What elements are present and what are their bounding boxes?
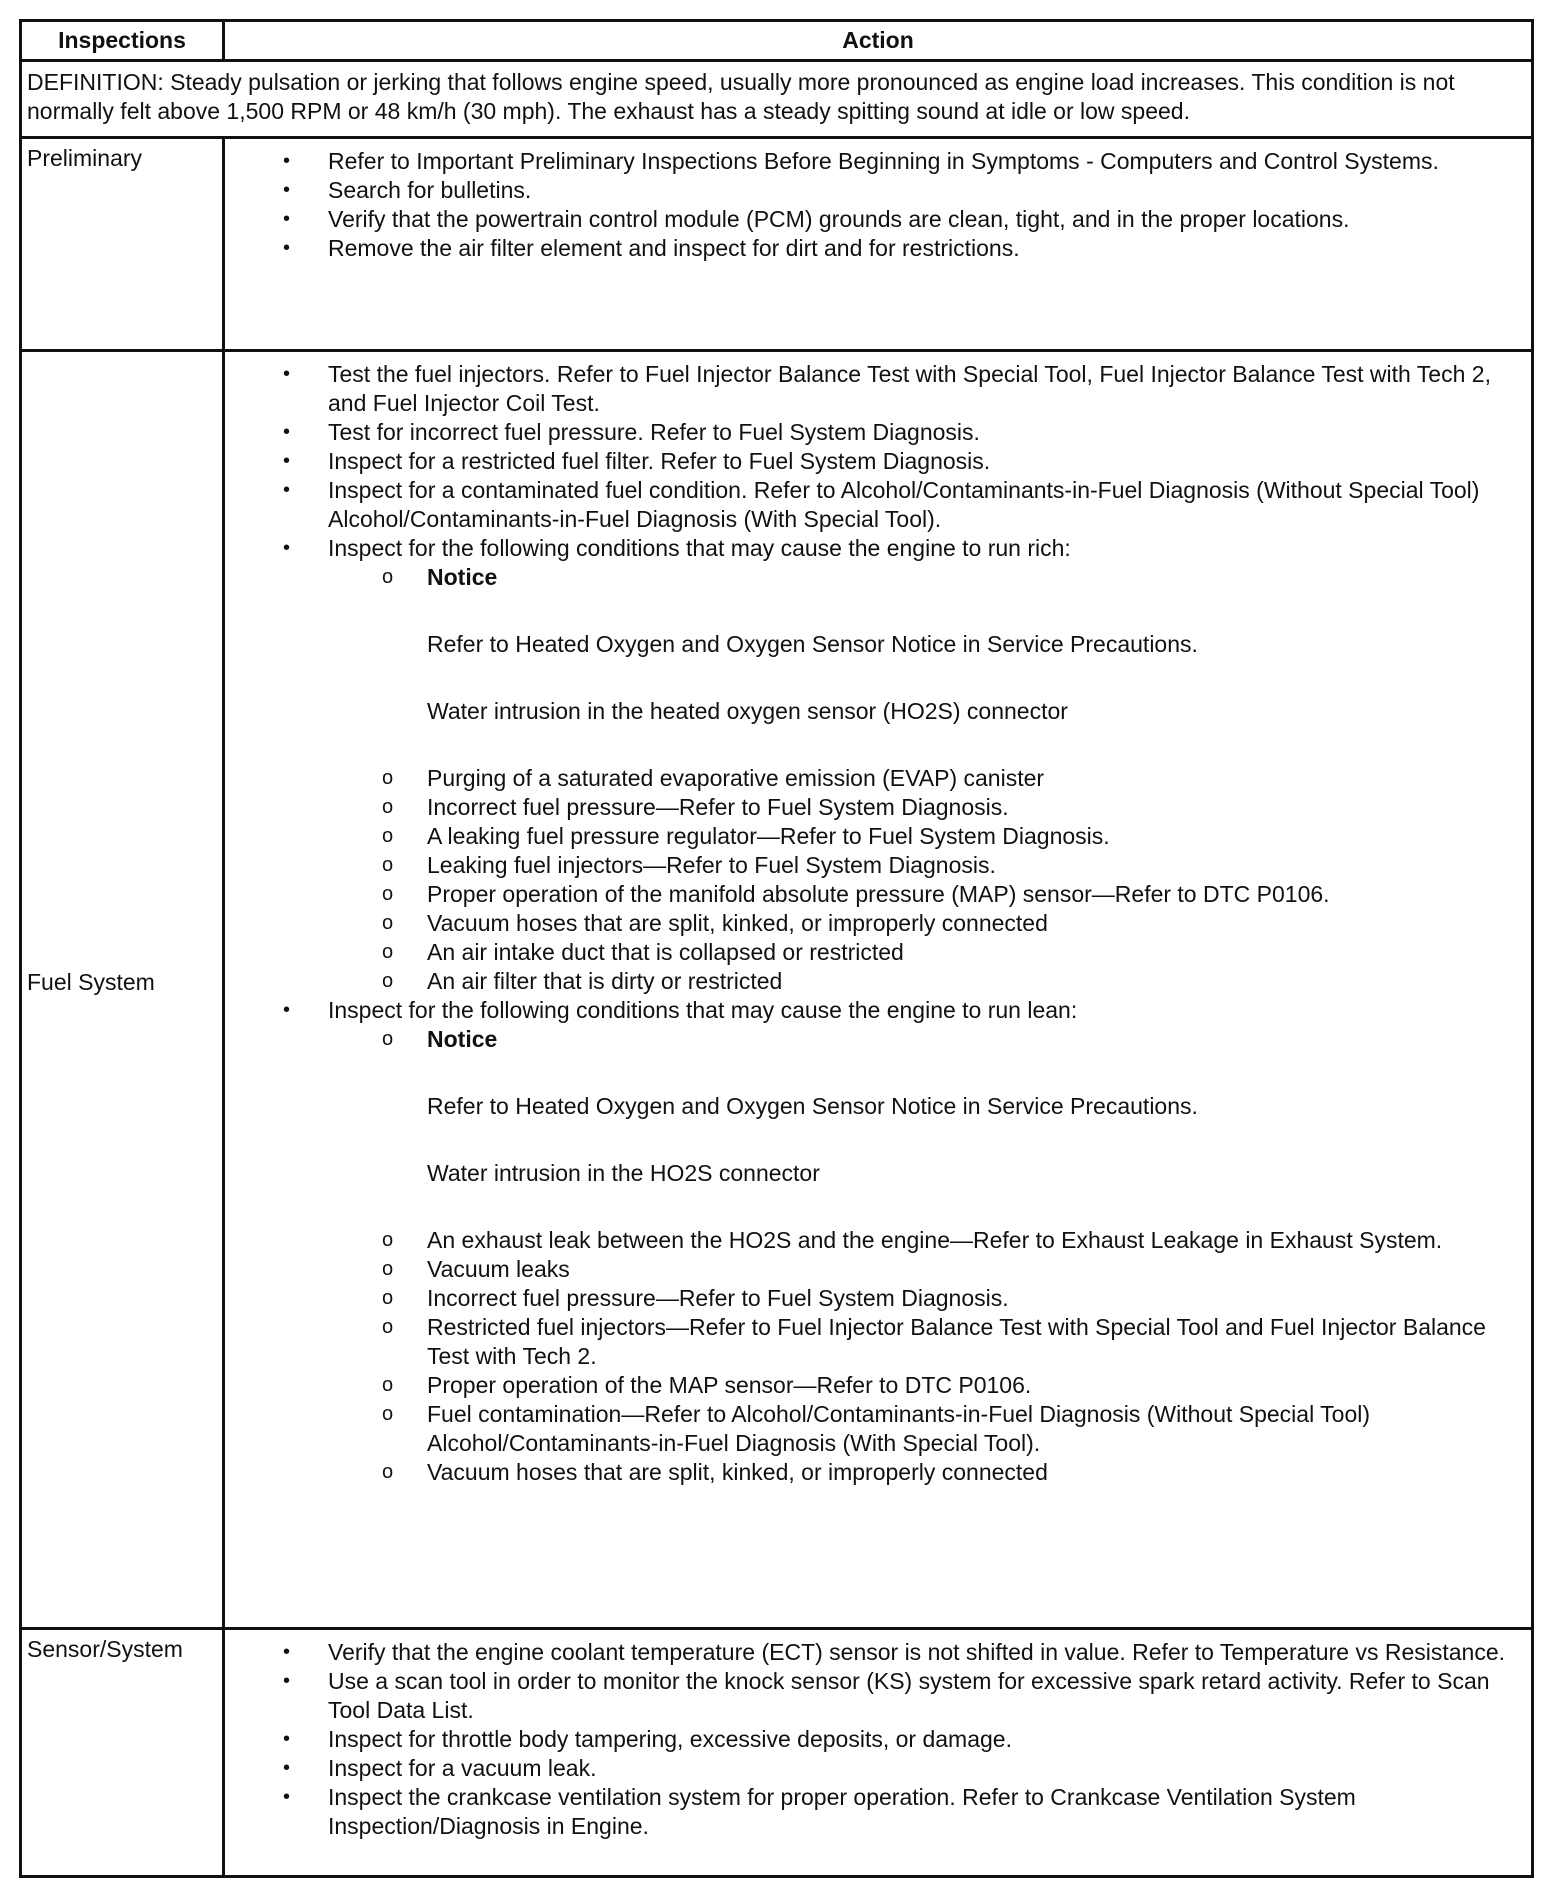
list-item: • Remove the air filter element and inspect for dirt and for restrictions. xyxy=(283,235,1020,261)
list-item: • Inspect for a restricted fuel filter. Refer to Fuel System Diagnosis. xyxy=(283,448,991,474)
sub-list-item: o Vacuum leaks xyxy=(382,1256,570,1282)
bullet-icon: • xyxy=(283,208,291,230)
list-item: • Inspect for a contaminated fuel condition. Refer to Alcohol/Contaminants-in-Fuel Diagnosis (Without Special Tool) Alcohol/Contaminants-in-Fuel Diagnosis (With Special Tool). xyxy=(283,477,1480,532)
bullet-icon: • xyxy=(283,1757,291,1780)
bullet-icon: • xyxy=(283,150,291,172)
bullet-icon: • xyxy=(283,1786,291,1809)
bullet-icon: • xyxy=(283,237,291,259)
circle-bullet-icon: o xyxy=(382,883,394,905)
bullet-icon: • xyxy=(283,479,291,501)
circle-bullet-icon: o xyxy=(382,796,394,818)
action-header: Action xyxy=(224,21,1533,61)
sub-list-item: o Restricted fuel injectors—Refer to Fuel Injector Balance Test with Special Tool and Fuel Injector Balance Test with Tech 2. xyxy=(382,1314,1486,1369)
circle-bullet-icon: o xyxy=(382,1316,394,1338)
sensor-system-label: Sensor/System xyxy=(21,1629,224,1877)
bullet-icon: • xyxy=(283,1670,291,1693)
bullet-icon: • xyxy=(283,1728,291,1751)
circle-bullet-icon: o xyxy=(382,1229,394,1251)
sub-list-item: o Purging of a saturated evaporative emission (EVAP) canister xyxy=(382,765,1045,791)
bullet-icon: • xyxy=(283,450,291,472)
inspections-header: Inspections xyxy=(21,21,224,61)
fuel-system-label: Fuel System xyxy=(21,351,224,1629)
list-item: • Inspect for the following conditions that may cause the engine to run lean: o Notice Refer to Heated Oxygen and Oxygen Sensor Notice in Service Precautions. Water intrusion in the HO2S connector o An exhaust leak between the HO2S and the engine—Refer to Exhaust Leakage in Exhaust System. o Vacuum leaks o Incorrect fuel pressure—Refer to Fuel System Diagnosis. o Restricted fuel injectors—Refer to Fuel Injector Balance Test with Special Tool and Fuel Injector Balance Test with Tech 2. o Proper operation of the MAP sensor—Refer to DTC P0106. o Fuel contamination—Refer to Alcohol/Contaminants-in-Fuel Diagnosis (Without Special Tool) Alcohol/Contaminants-in-Fuel Diagnosis (With Special Tool). o Vacuum hoses that are split, kinked, or improperly connected xyxy=(225,996,1525,1487)
inspection-table xyxy=(19,19,1534,1878)
bullet-icon: • xyxy=(283,421,291,443)
notice-item: Water intrusion in the HO2S connector xyxy=(427,1160,820,1186)
sub-list-item: o Leaking fuel injectors—Refer to Fuel System Diagnosis. xyxy=(382,852,996,878)
list-item: • Refer to Important Preliminary Inspections Before Beginning in Symptoms - Computers and Control Systems. xyxy=(283,148,1439,174)
preliminary-label: Preliminary xyxy=(21,138,224,351)
fuel-system-actions xyxy=(224,351,1533,1629)
circle-bullet-icon: o xyxy=(382,767,394,789)
bullet-icon: • xyxy=(283,363,291,385)
list-item: • Test the fuel injectors. Refer to Fuel Injector Balance Test with Special Tool, Fuel Injector Balance Test with Tech 2, and Fuel Injector Coil Test. xyxy=(283,361,1491,416)
bullet-icon: • xyxy=(283,179,291,201)
list-item: • Inspect for the following conditions that may cause the engine to run rich: o Notice Refer to Heated Oxygen and Oxygen Sensor Notice in Service Precautions. Water intrusion in the heated oxygen sensor (HO2S) connector o Purging of a saturated evaporative emission (EVAP) canister o Incorrect fuel pressure—Refer to Fuel System Diagnosis. o A leaking fuel pressure regulator—Refer to Fuel System Diagnosis. o Leaking fuel injectors—Refer to Fuel System Diagnosis. o Proper operation of the manifold absolute pressure (MAP) sensor—Refer to DTC P0106. o Vacuum hoses that are split, kinked, or improperly connected o An air intake duct that is collapsed or restricted o An air filter that is dirty or restricted xyxy=(225,534,1525,996)
sub-list-item: o Proper operation of the MAP sensor—Refer to DTC P0106. xyxy=(382,1372,1032,1398)
sub-list-item: o Fuel contamination—Refer to Alcohol/Contaminants-in-Fuel Diagnosis (Without Special Tool) Alcohol/Contaminants-in-Fuel Diagnosis (With Special Tool). xyxy=(382,1401,1371,1456)
bullet-icon: • xyxy=(283,1641,291,1664)
sensor-system-actions xyxy=(224,1629,1533,1877)
list-item: • Test for incorrect fuel pressure. Refer to Fuel System Diagnosis. xyxy=(283,419,980,445)
list-item: • Inspect for a vacuum leak. xyxy=(283,1755,597,1782)
sub-list-item: o An exhaust leak between the HO2S and the engine—Refer to Exhaust Leakage in Exhaust System. xyxy=(382,1227,1443,1253)
circle-bullet-icon: o xyxy=(382,1287,394,1309)
notice-text: Refer to Heated Oxygen and Oxygen Sensor Notice in Service Precautions. xyxy=(427,1093,1198,1119)
sub-list-item xyxy=(225,1025,1525,1188)
list-item: • Verify that the engine coolant temperature (ECT) sensor is not shifted in value. Refer to Temperature vs Resistance. xyxy=(283,1639,1505,1666)
circle-bullet-icon: o xyxy=(382,1258,394,1280)
notice-title: Notice xyxy=(427,1026,498,1052)
sub-list-item: o Incorrect fuel pressure—Refer to Fuel System Diagnosis. xyxy=(382,794,1009,820)
sub-list-item: o A leaking fuel pressure regulator—Refer to Fuel System Diagnosis. xyxy=(382,823,1110,849)
circle-bullet-icon: o xyxy=(382,854,394,876)
sub-list-item: o Vacuum hoses that are split, kinked, or improperly connected xyxy=(382,910,1048,936)
definition-text: DEFINITION: Steady pulsation or jerking that follows engine speed, usually more pronounced as engine load increases. This condition is not normally felt above 1,500 RPM or 48 km/h (30 mph). The exhaust has a steady spitting sound at idle or low speed. xyxy=(21,61,1533,138)
circle-bullet-icon: o xyxy=(382,912,394,934)
sub-list-item: o An air intake duct that is collapsed or restricted xyxy=(382,939,904,965)
list-item: • Inspect the crankcase ventilation system for proper operation. Refer to Crankcase Ventilation System Inspection/Diagnosis in Engine. xyxy=(283,1784,1356,1840)
sub-list-item: o Incorrect fuel pressure—Refer to Fuel System Diagnosis. xyxy=(382,1285,1009,1311)
circle-bullet-icon: o xyxy=(382,941,394,963)
sub-list-item xyxy=(225,563,1525,726)
notice-title: Notice xyxy=(427,564,498,590)
circle-bullet-icon: o xyxy=(382,970,394,992)
circle-bullet-icon: o xyxy=(382,1403,394,1425)
list-item: • Inspect for throttle body tampering, excessive deposits, or damage. xyxy=(283,1726,1012,1753)
list-item: • Search for bulletins. xyxy=(283,177,532,203)
list-item: • Use a scan tool in order to monitor the knock sensor (KS) system for excessive spark retard activity. Refer to Scan Tool Data List. xyxy=(283,1668,1490,1724)
bullet-icon: • xyxy=(283,999,291,1021)
circle-bullet-icon: o xyxy=(382,1028,394,1050)
notice-item: Water intrusion in the heated oxygen sensor (HO2S) connector xyxy=(427,698,1068,724)
bullet-icon: • xyxy=(283,537,291,559)
sub-list-item: o Proper operation of the manifold absolute pressure (MAP) sensor—Refer to DTC P0106. xyxy=(382,881,1330,907)
notice-text: Refer to Heated Oxygen and Oxygen Sensor Notice in Service Precautions. xyxy=(427,631,1198,657)
circle-bullet-icon: o xyxy=(382,1374,394,1396)
list-item: • Verify that the powertrain control module (PCM) grounds are clean, tight, and in the proper locations. xyxy=(283,206,1350,232)
circle-bullet-icon: o xyxy=(382,825,394,847)
preliminary-actions xyxy=(224,138,1533,351)
sub-list-item: o Vacuum hoses that are split, kinked, or improperly connected xyxy=(382,1459,1048,1485)
circle-bullet-icon: o xyxy=(382,566,394,588)
sub-list-item: o An air filter that is dirty or restricted xyxy=(382,968,783,994)
circle-bullet-icon: o xyxy=(382,1461,394,1483)
